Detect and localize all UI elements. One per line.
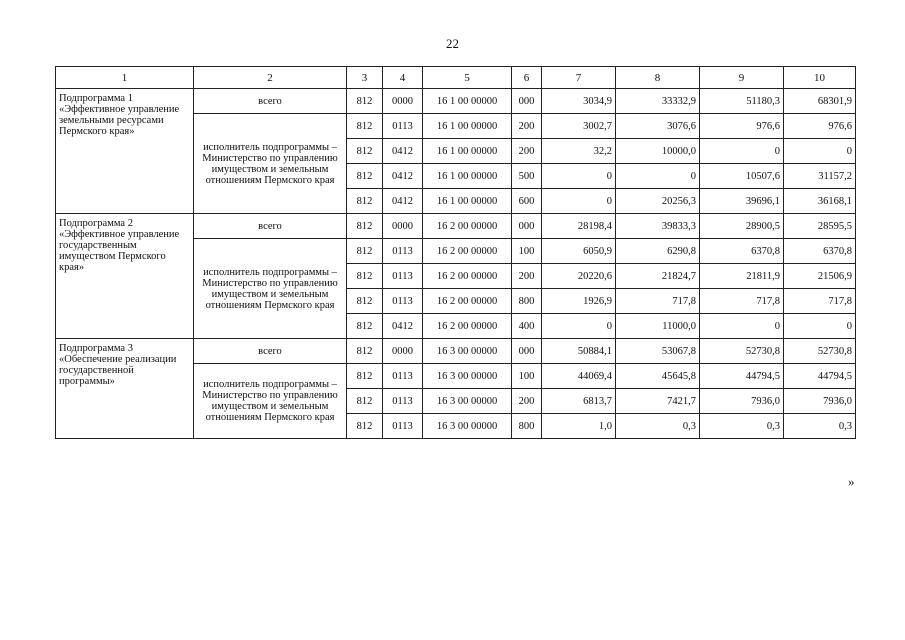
total-label: всего — [194, 339, 347, 364]
table-cell: 0412 — [383, 189, 423, 214]
page-number: 22 — [446, 36, 459, 51]
table-cell: 1,0 — [542, 414, 616, 439]
table-cell: 600 — [512, 189, 542, 214]
table-cell: 6050,9 — [542, 239, 616, 264]
table-cell: 16 1 00 00000 — [423, 189, 512, 214]
table-cell: 200 — [512, 264, 542, 289]
table-cell: 717,8 — [700, 289, 784, 314]
column-header: 2 — [194, 67, 347, 89]
table-cell: 16 3 00 00000 — [423, 389, 512, 414]
table-cell: 717,8 — [616, 289, 700, 314]
table-cell: 16 1 00 00000 — [423, 114, 512, 139]
table-cell: 812 — [347, 114, 383, 139]
table-row — [56, 89, 856, 114]
table-cell: 0 — [542, 164, 616, 189]
table-row — [56, 339, 856, 364]
table-cell: 812 — [347, 339, 383, 364]
total-label: всего — [194, 214, 347, 239]
table-cell: 20256,3 — [616, 189, 700, 214]
column-header: 10 — [784, 67, 856, 89]
table-cell: 28900,5 — [700, 214, 784, 239]
table-cell: 812 — [347, 189, 383, 214]
column-header: 6 — [512, 67, 542, 89]
table-cell: 0000 — [383, 214, 423, 239]
column-header: 7 — [542, 67, 616, 89]
table-cell: 10000,0 — [616, 139, 700, 164]
table-cell: 0000 — [383, 89, 423, 114]
column-header: 5 — [423, 67, 512, 89]
table-cell: 717,8 — [784, 289, 856, 314]
header-row — [56, 67, 856, 89]
closing-quote: » — [848, 474, 855, 489]
table-cell: 0,3 — [700, 414, 784, 439]
total-label: всего — [194, 89, 347, 114]
table-cell: 16 1 00 00000 — [423, 139, 512, 164]
table-cell: 976,6 — [700, 114, 784, 139]
table-cell: 0 — [784, 139, 856, 164]
table-cell: 0 — [784, 314, 856, 339]
table-cell: 20220,6 — [542, 264, 616, 289]
table-cell: 812 — [347, 289, 383, 314]
table-cell: 36168,1 — [784, 189, 856, 214]
table-cell: 28595,5 — [784, 214, 856, 239]
table-cell: 0,3 — [784, 414, 856, 439]
table-cell: 200 — [512, 139, 542, 164]
table-cell: 16 2 00 00000 — [423, 314, 512, 339]
table-cell: 800 — [512, 289, 542, 314]
table-cell: 21506,9 — [784, 264, 856, 289]
table-cell: 44069,4 — [542, 364, 616, 389]
table-cell: 0 — [616, 164, 700, 189]
table-cell: 7936,0 — [700, 389, 784, 414]
table-cell: 812 — [347, 89, 383, 114]
table-cell: 52730,8 — [784, 339, 856, 364]
table-cell: 0113 — [383, 239, 423, 264]
table-cell: 52730,8 — [700, 339, 784, 364]
column-header: 8 — [616, 67, 700, 89]
table-cell: 0113 — [383, 114, 423, 139]
table-cell: 45645,8 — [616, 364, 700, 389]
table-cell: 100 — [512, 239, 542, 264]
table-cell: 000 — [512, 89, 542, 114]
table-cell: 7936,0 — [784, 389, 856, 414]
table-cell: 51180,3 — [700, 89, 784, 114]
table-cell: 44794,5 — [784, 364, 856, 389]
table-cell: 16 1 00 00000 — [423, 164, 512, 189]
table-cell: 21824,7 — [616, 264, 700, 289]
column-header: 9 — [700, 67, 784, 89]
subprogram-name: Подпрограмма 3 «Обеспечение реализации государственной программы» — [56, 339, 194, 439]
table-cell: 50884,1 — [542, 339, 616, 364]
table-cell: 16 2 00 00000 — [423, 264, 512, 289]
table-cell: 44794,5 — [700, 364, 784, 389]
table-cell: 31157,2 — [784, 164, 856, 189]
table-cell: 000 — [512, 214, 542, 239]
table-cell: 39833,3 — [616, 214, 700, 239]
table-cell: 200 — [512, 389, 542, 414]
table-cell: 812 — [347, 239, 383, 264]
table-cell: 812 — [347, 164, 383, 189]
table-cell: 33332,9 — [616, 89, 700, 114]
table-cell: 812 — [347, 139, 383, 164]
column-header: 4 — [383, 67, 423, 89]
table-cell: 100 — [512, 364, 542, 389]
table-row — [56, 214, 856, 239]
table-cell: 0113 — [383, 414, 423, 439]
table-cell: 16 2 00 00000 — [423, 239, 512, 264]
table-cell: 16 3 00 00000 — [423, 339, 512, 364]
table-cell: 812 — [347, 314, 383, 339]
table-cell: 000 — [512, 339, 542, 364]
table-cell: 0412 — [383, 164, 423, 189]
table-cell: 28198,4 — [542, 214, 616, 239]
table-cell: 68301,9 — [784, 89, 856, 114]
table-cell: 0113 — [383, 364, 423, 389]
table-cell: 200 — [512, 114, 542, 139]
column-header: 3 — [347, 67, 383, 89]
table-cell: 16 3 00 00000 — [423, 364, 512, 389]
table-cell: 812 — [347, 389, 383, 414]
table-cell: 11000,0 — [616, 314, 700, 339]
table-cell: 53067,8 — [616, 339, 700, 364]
column-header: 1 — [56, 67, 194, 89]
table-cell: 1926,9 — [542, 289, 616, 314]
table-cell: 7421,7 — [616, 389, 700, 414]
table-cell: 0113 — [383, 389, 423, 414]
subprogram-name: Подпрограмма 1 «Эффективное управление земельными ресурсами Пермского края» — [56, 89, 194, 214]
table-cell: 6370,8 — [784, 239, 856, 264]
table-cell: 500 — [512, 164, 542, 189]
table-cell: 0 — [542, 314, 616, 339]
table-cell: 0412 — [383, 139, 423, 164]
table-cell: 3002,7 — [542, 114, 616, 139]
table-cell: 21811,9 — [700, 264, 784, 289]
table-cell: 0,3 — [616, 414, 700, 439]
executor-cell: исполнитель подпрограммы – Министерство по управлению имуществом и земельным отношениям Пермского края — [194, 239, 347, 339]
table-cell: 0113 — [383, 289, 423, 314]
table-cell: 800 — [512, 414, 542, 439]
table-cell: 10507,6 — [700, 164, 784, 189]
table-cell: 812 — [347, 214, 383, 239]
table-cell: 6370,8 — [700, 239, 784, 264]
subprogram-name: Подпрограмма 2 «Эффективное управление государственным имуществом Пермского края» — [56, 214, 194, 339]
table-cell: 812 — [347, 264, 383, 289]
table-cell: 3076,6 — [616, 114, 700, 139]
table-cell: 6290,8 — [616, 239, 700, 264]
table-cell: 0412 — [383, 314, 423, 339]
table-cell: 32,2 — [542, 139, 616, 164]
table-cell: 16 2 00 00000 — [423, 289, 512, 314]
table-cell: 16 2 00 00000 — [423, 214, 512, 239]
table-cell: 812 — [347, 414, 383, 439]
executor-cell: исполнитель подпрограммы – Министерство по управлению имуществом и земельным отношениям Пермского края — [194, 364, 347, 439]
table-cell: 3034,9 — [542, 89, 616, 114]
executor-cell: исполнитель подпрограммы – Министерство по управлению имуществом и земельным отношениям Пермского края — [194, 114, 347, 214]
table-cell: 0000 — [383, 339, 423, 364]
table-cell: 6813,7 — [542, 389, 616, 414]
table-cell: 39696,1 — [700, 189, 784, 214]
table-cell: 976,6 — [784, 114, 856, 139]
table-cell: 0 — [700, 139, 784, 164]
table-cell: 16 3 00 00000 — [423, 414, 512, 439]
budget-table — [55, 66, 856, 439]
table-cell: 812 — [347, 364, 383, 389]
table-cell: 16 1 00 00000 — [423, 89, 512, 114]
table-cell: 0 — [700, 314, 784, 339]
table-cell: 0 — [542, 189, 616, 214]
table-cell: 400 — [512, 314, 542, 339]
table-cell: 0113 — [383, 264, 423, 289]
